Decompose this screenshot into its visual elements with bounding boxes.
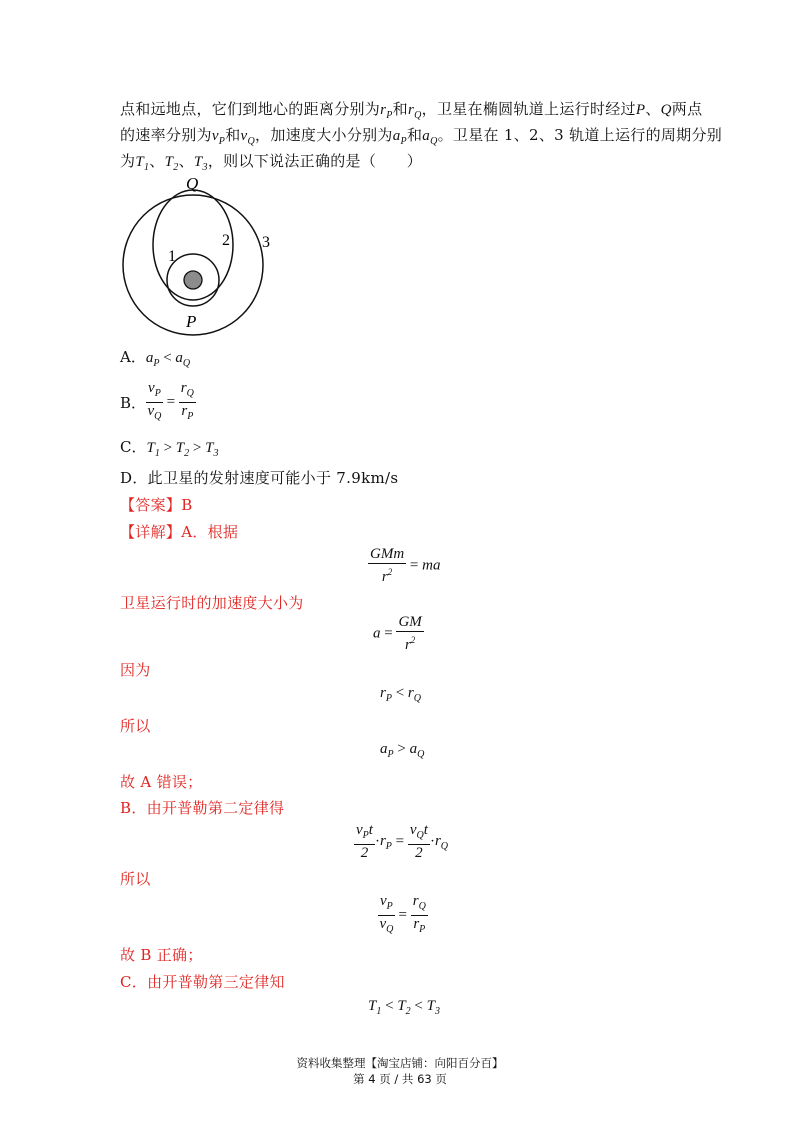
equation-v-ratio: $\frac{v_P}{v_Q}$ = $\frac{r_Q}{r_P}$ (379, 893, 426, 935)
label-p: P (186, 312, 197, 331)
text-b-right: 故 B 正确； (120, 946, 203, 964)
equation-kepler2: $\frac{v_Pt}{2}$ $\cdot r_P$ = $\frac{v_Qt}{2}$ $\cdot r_Q$ (356, 822, 449, 861)
question-line-2: 的速率分别为$v_P$和$v_Q$，加速度大小分别为$a_P$和$a_Q$。卫星在 1、2、3 轨道上运行的周期分别 (120, 126, 723, 147)
question-line-1: 点和远地点，它们到地心的距离分别为$r_P$和$r_Q$，卫星在椭圆轨道上运行时经过P、Q两点 (120, 100, 703, 121)
equation-rp-rq: $r_P < r_Q$ (380, 685, 421, 704)
r-q: r (407, 102, 415, 118)
footer-source: 资料收集整理【淘宝店铺：向阳百分百】 (296, 1056, 504, 1070)
equation-gravity: $\frac{\text{GMm}}{r^2}$ = ma (370, 546, 441, 585)
earth (184, 271, 202, 289)
explain-b-intro: B．由开普勒第二定律得 (120, 799, 285, 817)
text-so-1: 所以 (120, 717, 151, 735)
answer-line: 【答案】B (120, 496, 193, 514)
text-a-wrong: 故 A 错误； (120, 773, 203, 791)
orbit-diagram (112, 170, 282, 338)
explain-a-intro: 【详解】A．根据 (120, 523, 239, 541)
text-so-2: 所以 (120, 870, 151, 888)
label-2: 2 (222, 232, 230, 249)
option-a: A．$a_P < a_Q$ (120, 348, 191, 369)
label-1: 1 (168, 248, 176, 265)
text-because: 因为 (120, 661, 151, 679)
equation-periods: $T_1 < T_2 < T_3$ (368, 998, 440, 1017)
explain-c-intro: C．由开普勒第三定律知 (120, 973, 285, 991)
option-c: C．$T_1 > T_2 > T_3$ (120, 438, 219, 459)
question-line-3: 为$T_1$、$T_2$、$T_3$，则以下说法正确的是（ ） (120, 152, 423, 173)
label-q: Q (186, 174, 199, 193)
label-3: 3 (262, 234, 270, 251)
equation-ap-aq: $a_P > a_Q$ (380, 741, 425, 760)
option-d: D．此卫星的发射速度可能小于 7.9km/s (120, 469, 399, 487)
equation-accel: a = $\frac{GM}{r^2}$ (373, 614, 422, 653)
footer-page-number: 第 4 页 / 共 63 页 (353, 1072, 447, 1086)
option-b: B． $\frac{v_P}{v_Q}$ = $\frac{r_Q}{r_P}$ (120, 380, 194, 422)
text-accel: 卫星运行时的加速度大小为 (120, 594, 304, 612)
r-p: r (380, 102, 387, 118)
